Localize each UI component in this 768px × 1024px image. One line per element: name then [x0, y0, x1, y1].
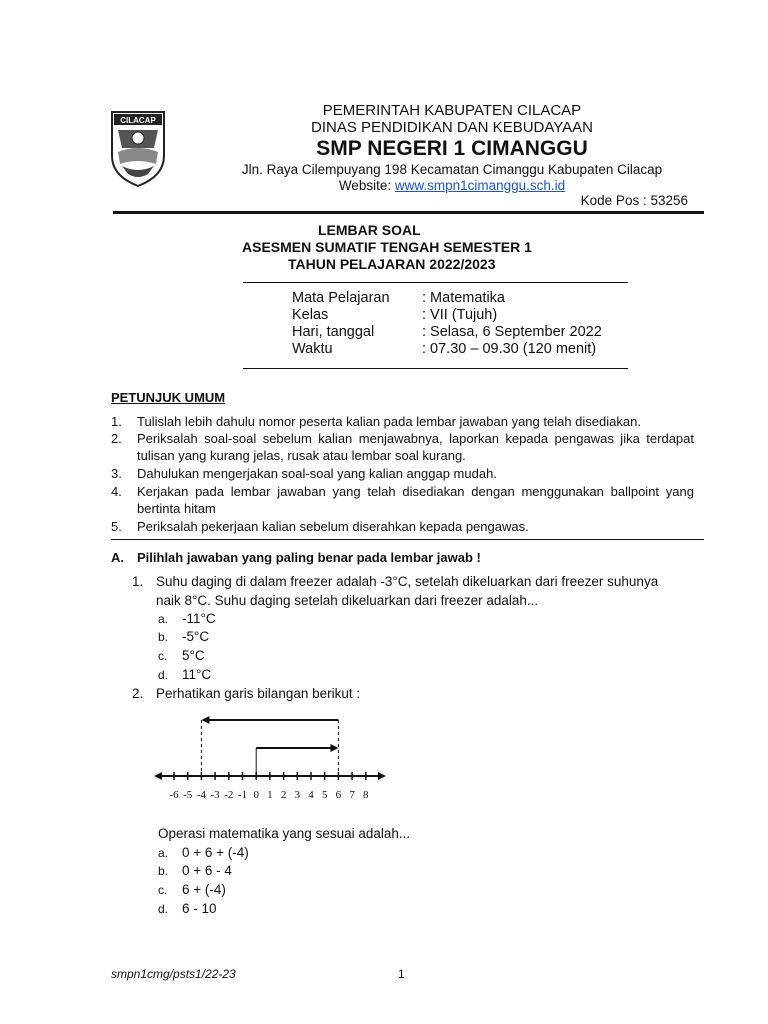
info-key: Kelas: [292, 307, 329, 323]
logo-text: CILACAP: [120, 116, 156, 125]
school-address: [220, 162, 684, 177]
q1-option-a[interactable]: [158, 611, 216, 626]
number-line: [150, 708, 390, 808]
tick-label: 4: [308, 789, 314, 801]
instructions-heading: PETUNJUK UMUM: [111, 390, 226, 405]
instruction-item: [111, 431, 694, 464]
item-text: Periksalah soal-soal sebelum kalian menjawabnya, laporkan kepada pengawas jika terdapat tulisan yang kurang jelas, rusak atau lembar soal kurang.: [137, 431, 694, 463]
option-letter: c.: [158, 649, 168, 663]
website-link[interactable]: www.smpn1cimanggu.sch.id: [394, 178, 566, 193]
item-number: 5.: [111, 519, 122, 534]
tick-label: -1: [237, 789, 248, 801]
footer-code: smpn1cmg/psts1/22-23: [111, 967, 236, 981]
arrow-long-head: [201, 716, 209, 724]
tick-label: 6: [335, 789, 342, 801]
website-label: Website:: [338, 178, 395, 193]
info-key: Waktu: [292, 341, 333, 357]
header-line2: DINAS PENDIDIKAN DAN KEBUDAYAAN: [310, 119, 593, 136]
info-value: : VII (Tujuh): [422, 307, 498, 323]
tick-label: 8: [363, 789, 369, 801]
q1-option-d[interactable]: [158, 667, 211, 682]
option-text: 5°C: [182, 648, 205, 663]
question-1-text-cont: naik 8°C. Suhu daging setelah dikeluarkan dari freezer adalah...: [156, 593, 539, 608]
q1-option-c[interactable]: [158, 648, 205, 663]
school-logo: [108, 108, 168, 188]
option-letter: b.: [158, 630, 169, 644]
option-text: -5°C: [182, 629, 210, 644]
tick-label: 7: [349, 789, 355, 801]
option-text: 6 - 10: [182, 901, 217, 916]
option-text: 0 + 6 + (-4): [182, 845, 249, 860]
q2-option-c[interactable]: [158, 882, 226, 897]
info-date: [292, 324, 602, 340]
tick-label: -5: [183, 789, 193, 801]
instruction-item: [111, 519, 694, 536]
item-text: Dahulukan mengerjakan soal-soal yang kalian anggap mudah.: [137, 466, 497, 481]
address-text: Jln. Raya Cilempuyang 198 Kecamatan Cimanggu Kabupaten Cilacap: [241, 162, 663, 177]
instruction-item: [111, 484, 694, 517]
tick-label: 3: [294, 789, 301, 801]
title-line3: TAHUN PELAJARAN 2022/2023: [288, 256, 496, 272]
item-text: Tulislah lebih dahulu nomor peserta kalian pada lembar jawaban yang telah disediakan.: [137, 414, 641, 429]
axis-left-arrowhead: [154, 772, 162, 780]
tick-label: -2: [224, 789, 234, 801]
item-text: Kerjakan pada lembar jawaban yang telah disediakan dengan menggunakan ballpoint yang bertinta hitam: [137, 484, 694, 516]
question-2-text: Perhatikan garis bilangan berikut :: [156, 686, 361, 701]
option-text: -11°C: [182, 611, 216, 626]
info-time: [292, 341, 596, 357]
info-class: [292, 307, 497, 323]
item-number: 4.: [111, 484, 122, 499]
option-letter: a.: [158, 612, 169, 626]
q2-option-a[interactable]: [158, 845, 249, 860]
question-2-prompt: Operasi matematika yang sesuai adalah...: [158, 826, 411, 841]
item-number: 2.: [111, 431, 122, 446]
info-value: : Matematika: [422, 290, 505, 306]
postal-code: Kode Pos : 53256: [580, 193, 688, 208]
website-line: [220, 178, 684, 193]
info-value: : 07.30 – 09.30 (120 menit): [422, 341, 597, 357]
option-letter: c.: [158, 883, 168, 897]
instruction-item: [111, 414, 694, 431]
item-text: Periksalah pekerjaan kalian sebelum diserahkan kepada pengawas.: [137, 519, 529, 534]
option-text: 0 + 6 - 4: [182, 863, 232, 878]
tick-label: -3: [210, 789, 220, 801]
info-subject: [292, 290, 505, 306]
info-key: Mata Pelajaran: [292, 290, 390, 306]
question-2-number: 2.: [132, 686, 144, 701]
info-value: : Selasa, 6 September 2022: [422, 324, 602, 340]
section-a-title: Pilihlah jawaban yang paling benar pada lembar jawab !: [137, 550, 481, 565]
instruction-item: [111, 466, 694, 483]
tick-label: 1: [267, 789, 273, 801]
tick-label: 5: [321, 789, 328, 801]
option-text: 11°C: [182, 667, 212, 682]
header-divider: [113, 211, 704, 214]
q2-option-d[interactable]: [158, 901, 217, 916]
section-a-label: A.: [111, 550, 124, 565]
option-text: 6 + (-4): [182, 882, 226, 897]
title-line1: LEMBAR SOAL: [318, 222, 421, 238]
tick-label: -4: [196, 789, 206, 801]
section-divider: [111, 539, 704, 540]
page-number: 1: [398, 967, 405, 981]
school-name: SMP NEGERI 1 CIMANGGU: [316, 137, 588, 160]
question-1-text: Suhu daging di dalam freezer adalah -3°C, setelah dikeluarkan dari freezer suhunya: [156, 574, 659, 589]
option-letter: d.: [158, 902, 169, 916]
tick-label: 2: [280, 789, 287, 801]
option-letter: d.: [158, 668, 169, 682]
number-line-figure: [150, 708, 390, 808]
info-top-rule: [243, 282, 628, 283]
q2-option-b[interactable]: [158, 863, 232, 878]
item-number: 3.: [111, 466, 122, 481]
tick-label: -6: [169, 789, 179, 801]
arrow-short-head: [330, 744, 338, 752]
info-bottom-rule: [243, 368, 628, 369]
item-number: 1.: [111, 414, 122, 429]
tick-label: 0: [253, 789, 259, 801]
info-key: Hari, tanggal: [292, 324, 375, 340]
option-letter: a.: [158, 846, 169, 860]
axis-right-arrowhead: [378, 772, 386, 780]
title-line2: ASESMEN SUMATIF TENGAH SEMESTER 1: [242, 239, 532, 255]
header-line1: PEMERINTAH KABUPATEN CILACAP: [322, 102, 582, 119]
q1-option-b[interactable]: [158, 629, 209, 644]
option-letter: b.: [158, 864, 169, 878]
question-1-number: 1.: [132, 574, 144, 589]
